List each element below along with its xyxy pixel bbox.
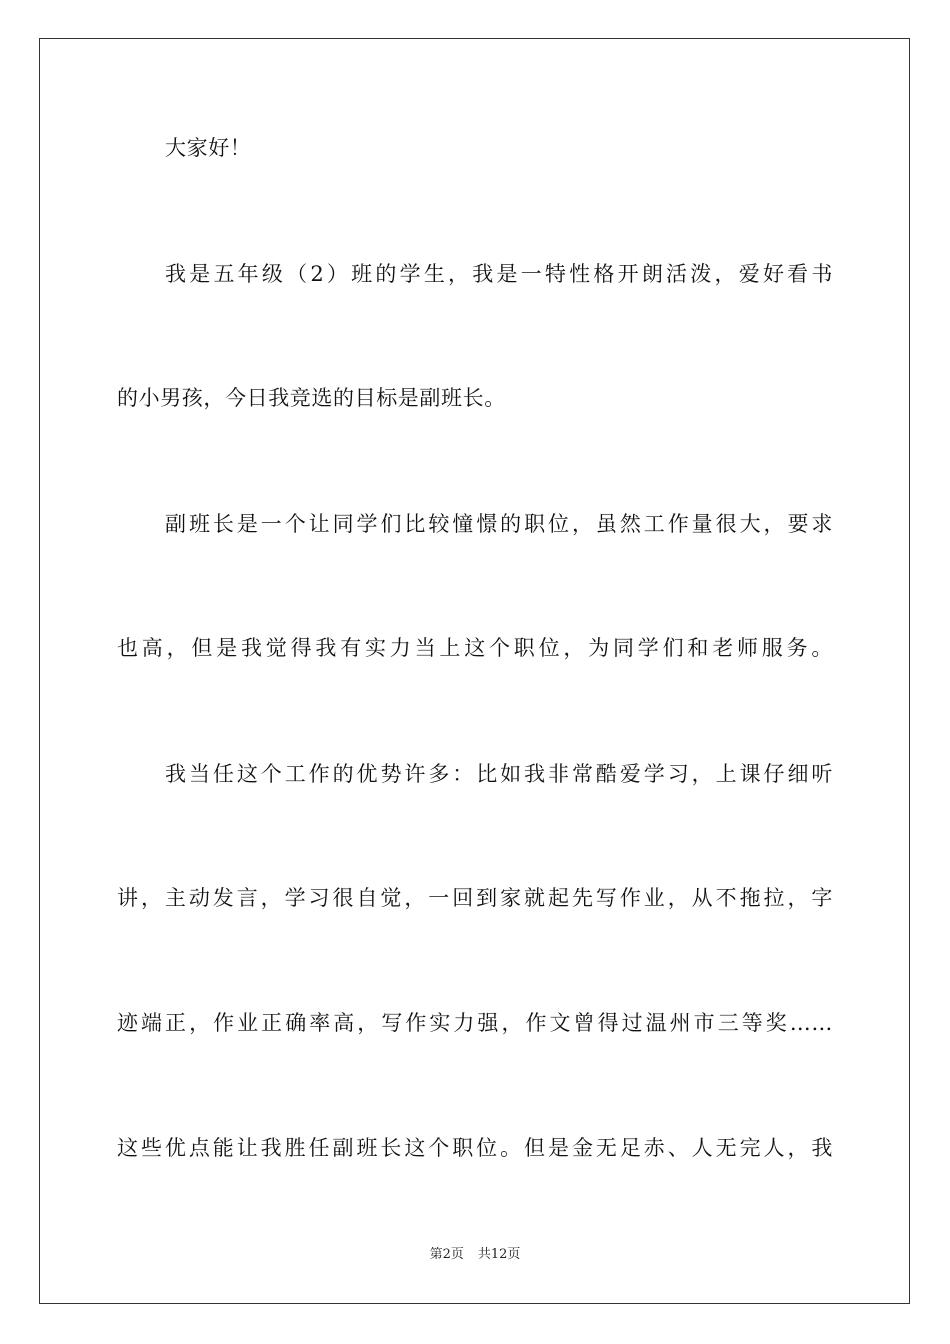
text-line: 这些优点能让我胜任副班长这个职位。但是金无足赤、人无完人，我 [117,1136,833,1160]
text-line: 讲，主动发言，学习很自觉，一回到家就起先写作业，从不拖拉，字 [117,886,833,910]
text-line: 大家好！ [165,136,252,160]
page-border [39,38,910,1304]
page-number: 第2页 [429,1247,464,1262]
page-total: 共12页 [477,1247,521,1262]
text-line: 我当任这个工作的优势许多：比如我非常酷爱学习，上课仔细听 [165,762,833,786]
page-footer [0,1246,950,1264]
text-line: 我是五年级（2）班的学生，我是一特性格开朗活泼，爱好看书 [165,262,833,286]
text-line: 也高，但是我觉得我有实力当上这个职位，为同学们和老师服务。 [117,636,833,660]
text-line: 副班长是一个让同学们比较憧憬的职位，虽然工作量很大，要求 [165,512,833,536]
text-line: 的小男孩，今日我竞选的目标是副班长。 [117,386,506,410]
text-line: 迹端正，作业正确率高，写作实力强，作文曾得过温州市三等奖…… [117,1011,833,1035]
